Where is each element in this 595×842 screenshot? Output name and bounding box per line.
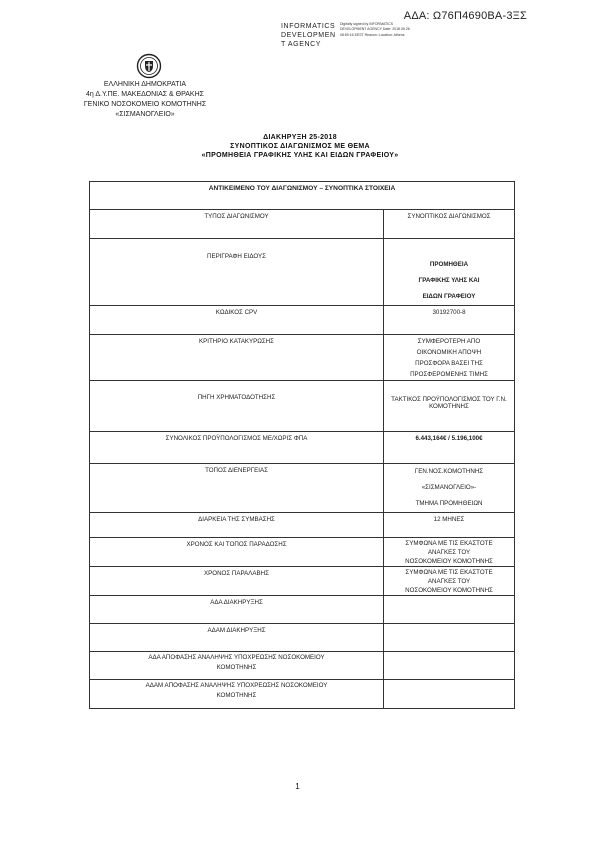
row-value: 12 ΜΗΝΕΣ (384, 513, 515, 538)
row-label: ΧΡΟΝΟΣ ΚΑΙ ΤΟΠΟΣ ΠΑΡΑΔΟΣΗΣ (90, 538, 384, 567)
header-line: 4η Δ.Υ.ΠΕ. ΜΑΚΕΔΟΝΙΑΣ & ΘΡΑΚΗΣ (86, 91, 204, 98)
row-value (384, 652, 515, 680)
row-value: 30192700-8 (384, 306, 515, 335)
row-value: 6.443,164€ / 5.196,100€ (384, 432, 515, 464)
row-label: ΠΗΓΗ ΧΡΗΜΑΤΟΔΟΤΗΣΗΣ (90, 381, 384, 432)
table-row (90, 538, 515, 567)
header-line: ΕΛΛΗΝΙΚΗ ΔΗΜΟΚΡΑΤΙΑ (103, 81, 187, 88)
row-label: ΔΙΑΡΚΕΙΑ ΤΗΣ ΣΥΜΒΑΣΗΣ (90, 513, 384, 538)
document-title (140, 133, 460, 160)
row-label: ΑΔΑΜ ΑΠΟΦΑΣΗΣ ΑΝΑΛΗΨΗΣ ΥΠΟΧΡΕΩΣΗΣ ΝΟΣΟΚΟΜΕΙΟΥ ΚΟΜΟΤΗΝΗΣ (90, 680, 384, 709)
greek-emblem-icon (136, 53, 162, 79)
signature-line: DEVELOPMEN (281, 32, 336, 39)
signature-agency-name (281, 22, 336, 49)
row-value: ΣΥΜΦΕΡΟΤΕΡΗ ΑΠΟ ΟΙΚΟΝΟΜΙΚΗ ΑΠΟΨΗ ΠΡΟΣΦΟΡΑ ΒΑΣΕΙ ΤΗΣ ΠΡΟΣΦΕΡΟΜΕΝΗΣ ΤΙΜΗΣ (384, 335, 515, 381)
row-label: ΣΥΝΟΛΙΚΟΣ ΠΡΟΫΠΟΛΟΓΙΣΜΟΣ ΜΕ/ΧΩΡΙΣ ΦΠΑ (90, 432, 384, 464)
row-value: ΓΕΝ.ΝΟΣ.ΚΟΜΟΤΗΝΗΣ «ΣΙΣΜΑΝΟΓΛΕΙΟ»-ΤΜΗΜΑ ΠΡΟΜΗΘΕΙΩΝ (384, 464, 515, 513)
document-ada-code: ΑΔΑ: Ω76Π4690ΒΑ-3ΞΣ (403, 10, 527, 22)
header-line: «ΣΙΣΜΑΝΟΓΛΕΙΟ» (115, 111, 175, 118)
table-row (90, 567, 515, 596)
row-label: ΠΕΡΙΓΡΑΦΗ ΕΙΔΟΥΣ (90, 239, 384, 306)
table-row (90, 335, 515, 381)
row-value (384, 624, 515, 652)
table-row (90, 381, 515, 432)
table-row (90, 239, 515, 306)
row-value: ΠΡΟΜΗΘΕΙΑ ΓΡΑΦΙΚΗΣ ΥΛΗΣ ΚΑΙ ΕΙΔΩΝ ΓΡΑΦΕΙΟΥ (384, 239, 515, 306)
table-row (90, 210, 515, 239)
signature-line: INFORMATICS (281, 23, 336, 30)
page-number: 1 (295, 782, 300, 791)
title-line: «ΠΡΟΜΗΘΕΙΑ ΓΡΑΦΙΚΗΣ ΥΛΗΣ ΚΑΙ ΕΙΔΩΝ ΓΡΑΦΕΙΟΥ» (201, 152, 399, 159)
row-value: ΣΥΜΦΩΝΑ ΜΕ ΤΙΣ ΕΚΑΣΤΟΤΕ ΑΝΑΓΚΕΣ ΤΟΥ ΝΟΣΟΚΟΜΕΙΟΥ ΚΟΜΟΤΗΝΗΣ (384, 538, 515, 567)
signature-line: T AGENCY (281, 41, 322, 48)
row-label: ΤΥΠΟΣ ΔΙΑΓΩΝΙΣΜΟΥ (90, 210, 384, 239)
row-label: ΑΔΑ ΔΙΑΚΗΡΥΞΗΣ (90, 596, 384, 624)
row-label: ΑΔΑ ΑΠΟΦΑΣΗΣ ΑΝΑΛΗΨΗΣ ΥΠΟΧΡΕΩΣΗΣ ΝΟΣΟΚΟΜΕΙΟΥ ΚΟΜΟΤΗΝΗΣ (90, 652, 384, 680)
tender-summary-table (89, 181, 515, 709)
row-value: ΤΑΚΤΙΚΟΣ ΠΡΟΫΠΟΛΟΓΙΣΜΟΣ ΤΟΥ Γ.Ν. ΚΟΜΟΤΗΝΗΣ (384, 381, 515, 432)
table-row (90, 432, 515, 464)
row-label: ΚΡΙΤΗΡΙΟ ΚΑΤΑΚΥΡΩΣΗΣ (90, 335, 384, 381)
table-header-row (90, 182, 515, 210)
header-line: ΓΕΝΙΚΟ ΝΟΣΟΚΟΜΕΙΟ ΚΟΜΟΤΗΝΗΣ (83, 101, 207, 108)
row-value (384, 680, 515, 709)
table-row (90, 596, 515, 624)
table-row (90, 624, 515, 652)
table-row (90, 680, 515, 709)
row-label: ΤΟΠΟΣ ΔΙΕΝΕΡΓΕΙΑΣ (90, 464, 384, 513)
row-value (384, 596, 515, 624)
digital-signature-details: Digitally signed by INFORMATICS DEVELOPMENT AGENCY Date: 2018.09.26 08:59:16 EEST Reason: Location: Athens (340, 22, 410, 37)
table-row (90, 652, 515, 680)
row-label: ΧΡΟΝΟΣ ΠΑΡΑΛΑΒΗΣ (90, 567, 384, 596)
table-row (90, 306, 515, 335)
table-row (90, 513, 515, 538)
table-row (90, 464, 515, 513)
row-value: ΣΥΝΟΠΤΙΚΟΣ ΔΙΑΓΩΝΙΣΜΟΣ (384, 210, 515, 239)
row-label: ΚΩΔΙΚΟΣ CPV (90, 306, 384, 335)
issuer-header (60, 80, 230, 120)
row-label: ΑΔΑΜ ΔΙΑΚΗΡΥΞΗΣ (90, 624, 384, 652)
title-line: ΣΥΝΟΠΤΙΚΟΣ ΔΙΑΓΩΝΙΣΜΟΣ ΜΕ ΘΕΜΑ (230, 143, 370, 150)
title-line: ΔΙΑΚΗΡΥΞΗ 25-2018 (263, 134, 337, 141)
row-value: ΣΥΜΦΩΝΑ ΜΕ ΤΙΣ ΕΚΑΣΤΟΤΕ ΑΝΑΓΚΕΣ ΤΟΥ ΝΟΣΟΚΟΜΕΙΟΥ ΚΟΜΟΤΗΝΗΣ (384, 567, 515, 596)
table-header: ΑΝΤΙΚΕΙΜΕΝΟ ΤΟΥ ΔΙΑΓΩΝΙΣΜΟΥ – ΣΥΝΟΠΤΙΚΑ ΣΤΟΙΧΕΙΑ (90, 182, 515, 210)
